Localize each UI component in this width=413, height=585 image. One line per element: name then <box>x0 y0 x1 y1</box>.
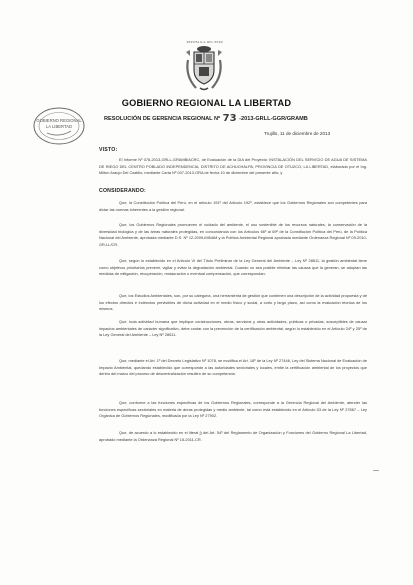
official-stamp-icon <box>30 104 88 148</box>
visto-heading: VISTO: <box>99 147 118 153</box>
paragraph-6: Que, mediante el Art. 1º del Decreto Legislativo Nº 1078, se modifica el Art. 18º de la Ley Nº 27446, Ley del Sistema Nacional de Evaluación de Impacto Ambiental, quedando establecido que corresponde a las autoridades sectoriales y locales, emitir la certificación ambiental de los proyectos que dentro del marco del proceso de descentralización resulten de su competencia. <box>99 358 367 377</box>
paragraph-7: Que, conforme a las funciones específicas de los Gobiernos Regionales, corresponde a la Gerencia Regional del Ambiente, atender las funciones específicas sectoriales en materia de áreas protegidas y medio ambiente, tal como está establecido en el Artículo 53 de la Ley Nº 27867 – Ley Orgánica de Gobiernos Regionales, modificada por la Ley Nº 27902. <box>99 400 367 419</box>
place-and-date: Trujillo, 11 de diciembre de 2013 <box>264 131 331 136</box>
resolution-title <box>104 113 413 124</box>
visto-paragraph: El Informe Nº 078-2013-GRLL-GRAMB/ACRC, de Evaluación de la DIA del Proyecto: INSTALACIÓN DEL SERVICIO DE AGUA DE SISTEMA DE RIEGO DEL CENTRO POBLADO INDEPENDENCIA, DISTRITO DE ACHUCHALPA, PROVINCIA DE OTUZCO, LA LIBERTAD, elaborado por el Ing. Milton Araujo Del Castillo, mediante Carta Nº 007-2013-GRA de fecha 10 de diciembre del presente año; y <box>99 157 367 176</box>
resolution-suffix: -2013-GRLL-GGR/GRAMB <box>239 116 308 122</box>
stamp-line-2: LA LIBERTAD <box>45 124 73 129</box>
paragraph-2: Que, los Gobiernos Regionales promueven el cuidado del ambiente, el uso sostenible de los recursos naturales, la conservación de la diversidad biológica y de las áreas naturales protegidas, en concordancia con los Artículos 66º al 69º de la Constitución Política del Perú, de la Política Nacional del Ambiente, aprobada mediante D.S. Nº 12-2009-MINAM y la Política Ambiental Regional aprobada mediante Ordenanza Regional Nº 09-2010-GR-LL/CR. <box>99 222 367 248</box>
resolution-number: 73 <box>222 113 237 124</box>
emblem-caption: REPUBLICA DEL PERU <box>186 40 224 44</box>
organization-name: GOBIERNO REGIONAL LA LIBERTAD <box>121 98 292 108</box>
paragraph-4: Que, los Estudios Ambientales, son, por su categoría, una herramienta de gestión que contienen una descripción de la actividad propuesta y de los efectos directos e indirectos previsibles de dicha actividad en el medio físico y social, a corto y largo plazo, así como la evaluación técnica de los mismos. <box>99 293 367 312</box>
coat-of-arms-icon <box>182 42 226 94</box>
stamp-line-1: GOBIERNO REGIONAL <box>36 118 82 123</box>
margin-mark <box>373 470 379 471</box>
paragraph-3: Que, según lo establecido en el Artículo VI del Título Preliminar de la Ley General del Ambiente – Ley Nº 28611, la gestión ambiental tiene como objetivos prioritarios prevenir, vigilar y evitar la degradación ambiental. Cuando no sea posible eliminar las causas que la generan, se adoptan las medidas de mitigación, recuperación, restauración o eventual compensación, que correspondan. <box>99 258 367 277</box>
paragraph-1: Que, la Constitución Política del Perú, en el artículo 191º del Artículo 192º, establece que los Gobiernos Regionales son competentes para dictar las normas inherentes a la gestión regional. <box>99 200 367 212</box>
considerando-heading: CONSIDERANDO: <box>99 188 146 194</box>
paragraph-5: Que, toda actividad humana que implique construcciones, obras, servicios y otras actividades, públicas o privadas, susceptibles de causar impactos ambientales de carácter significativo, debe contar con la prevención de la certificación ambiental, según lo establecido en el Artículo 24º y 25º de la Ley General del Ambiente – Ley Nº 28611. <box>99 319 367 338</box>
resolution-prefix: RESOLUCIÓN DE GERENCIA REGIONAL Nº <box>104 116 221 122</box>
paragraph-8: Que, de acuerdo a lo establecido en el literal j) del Art. 54º del Reglamento de Organización y Funciones del Gobierno Regional La Libertad, aprobado mediante la Ordenanza Regional Nº 15-2011-CR. <box>99 430 367 442</box>
